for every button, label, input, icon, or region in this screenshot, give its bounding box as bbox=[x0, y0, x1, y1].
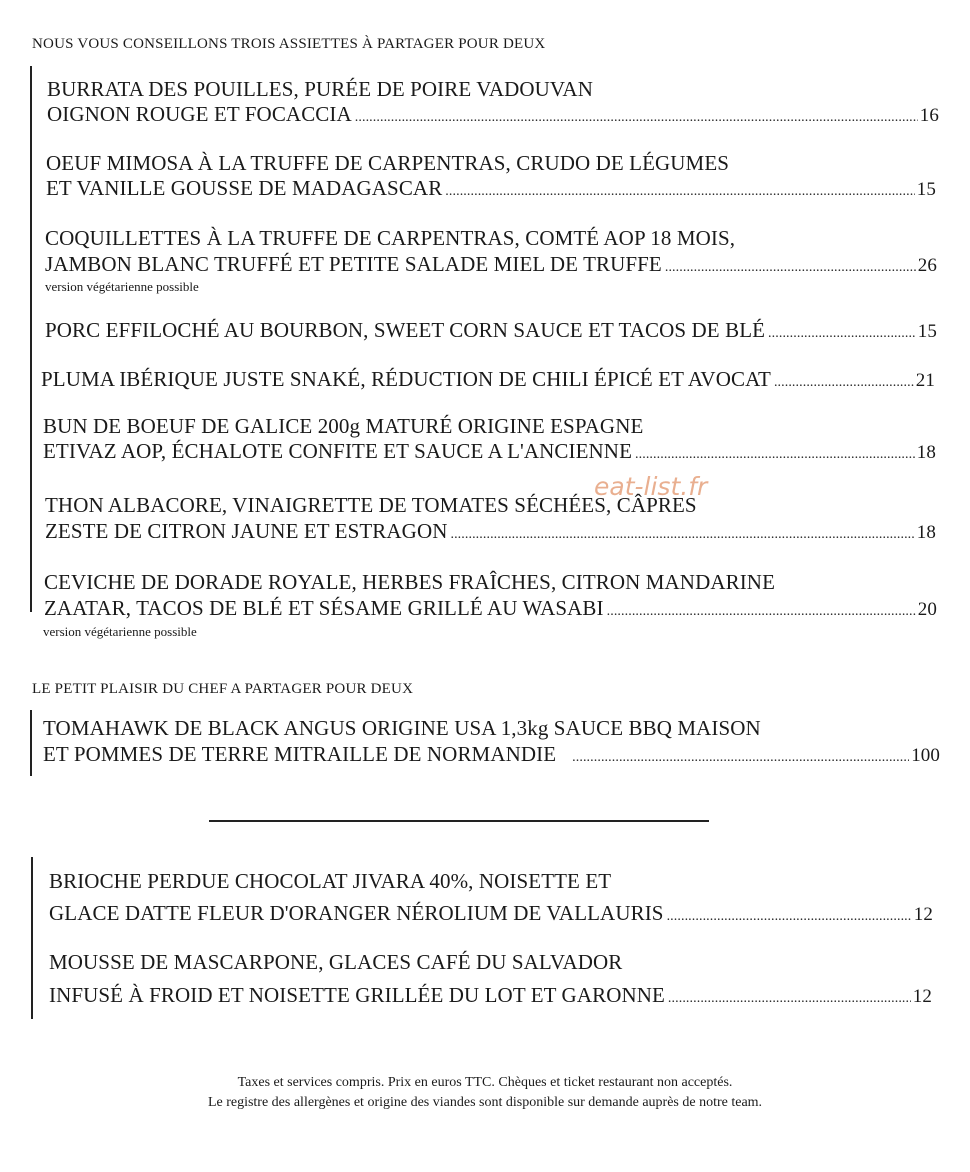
menu-item-price: 18 bbox=[916, 442, 936, 463]
price-leader-dots bbox=[355, 110, 918, 126]
price-leader-dots bbox=[450, 527, 914, 543]
menu-item-line-1: TOMAHAWK DE BLACK ANGUS ORIGINE USA 1,3kg SAUCE BBQ MAISON bbox=[43, 716, 761, 740]
price-leader-dots bbox=[572, 750, 909, 766]
menu-item-line-2 bbox=[47, 102, 939, 127]
chef-section-heading: LE PETIT PLAISIR DU CHEF A PARTAGER POUR DEUX bbox=[32, 681, 414, 697]
chef-side-rule bbox=[30, 710, 32, 776]
desserts-side-rule bbox=[31, 857, 33, 1019]
menu-item-line-2 bbox=[45, 519, 936, 544]
price-leader-dots bbox=[607, 604, 916, 620]
menu-item-text: ZESTE DE CITRON JAUNE ET ESTRAGON bbox=[45, 519, 448, 543]
menu-item-price: 12 bbox=[913, 904, 933, 925]
price-leader-dots bbox=[665, 260, 916, 276]
footer-line-2: Le registre des allergènes et origine des viandes sont disponible sur demande auprès de notre team. bbox=[207, 1095, 763, 1110]
menu-item-text: PORC EFFILOCHÉ AU BOURBON, SWEET CORN SAUCE ET TACOS DE BLÉ bbox=[45, 318, 766, 342]
menu-item-text: GLACE DATTE FLEUR D'ORANGER NÉROLIUM DE VALLAURIS bbox=[49, 901, 664, 925]
price-leader-dots bbox=[668, 991, 911, 1007]
menu-item-text: ETIVAZ AOP, ÉCHALOTE CONFITE ET SAUCE A L'ANCIENNE bbox=[43, 439, 633, 463]
menu-item-price: 16 bbox=[919, 105, 939, 126]
menu-item-text: ET VANILLE GOUSSE DE MADAGASCAR bbox=[46, 176, 443, 200]
watermark-text: eat-list.fr bbox=[594, 472, 708, 501]
vegetarian-note: version végétarienne possible bbox=[43, 624, 197, 639]
menu-item-line-2 bbox=[49, 983, 932, 1008]
menu-item-price: 18 bbox=[916, 522, 936, 543]
price-leader-dots bbox=[768, 326, 916, 342]
menu-item-line-1: BRIOCHE PERDUE CHOCOLAT JIVARA 40%, NOISETTE ET bbox=[49, 869, 612, 893]
menu-item-text: INFUSÉ À FROID ET NOISETTE GRILLÉE DU LOT ET GARONNE bbox=[49, 983, 665, 1007]
menu-item-line-1: COQUILLETTES À LA TRUFFE DE CARPENTRAS, COMTÉ AOP 18 MOIS, bbox=[45, 226, 736, 250]
menu-item-line-2 bbox=[49, 901, 933, 926]
menu-item-line-2 bbox=[43, 439, 936, 464]
menu-item-line-1: BURRATA DES POUILLES, PURÉE DE POIRE VADOUVAN bbox=[47, 77, 593, 101]
menu-item-line-2 bbox=[45, 252, 937, 277]
menu-item-text: ZAATAR, TACOS DE BLÉ ET SÉSAME GRILLÉ AU WASABI bbox=[44, 596, 604, 620]
menu-item-price: 20 bbox=[917, 599, 937, 620]
menu-item-line-1: BUN DE BOEUF DE GALICE 200g MATURÉ ORIGINE ESPAGNE bbox=[43, 414, 644, 438]
menu-item-price: 26 bbox=[917, 255, 937, 276]
menu-item-text: JAMBON BLANC TRUFFÉ ET PETITE SALADE MIEL DE TRUFFE bbox=[45, 252, 662, 276]
starters-section-heading: NOUS VOUS CONSEILLONS TROIS ASSIETTES À PARTAGER POUR DEUX bbox=[32, 36, 546, 52]
price-leader-dots bbox=[774, 375, 914, 391]
price-leader-dots bbox=[445, 184, 915, 200]
menu-item-line-2 bbox=[46, 176, 936, 201]
menu-item-line-2 bbox=[43, 742, 940, 767]
menu-item-price: 21 bbox=[915, 370, 935, 391]
menu-item-line-1 bbox=[41, 367, 935, 392]
menu-item-text: PLUMA IBÉRIQUE JUSTE SNAKÉ, RÉDUCTION DE CHILI ÉPICÉ ET AVOCAT bbox=[41, 367, 771, 391]
menu-item-price: 12 bbox=[912, 986, 932, 1007]
menu-item-price: 15 bbox=[917, 321, 937, 342]
menu-item-line-1 bbox=[45, 318, 937, 343]
menu-item-line-1: MOUSSE DE MASCARPONE, GLACES CAFÉ DU SALVADOR bbox=[49, 950, 623, 974]
footer-line-1: Taxes et services compris. Prix en euros TTC. Chèques et ticket restaurant non acceptés. bbox=[237, 1075, 733, 1090]
menu-item-text: OIGNON ROUGE ET FOCACCIA bbox=[47, 102, 352, 126]
starters-side-rule bbox=[30, 66, 32, 612]
menu-item-line-1: OEUF MIMOSA À LA TRUFFE DE CARPENTRAS, CRUDO DE LÉGUMES bbox=[46, 151, 730, 175]
vegetarian-note: version végétarienne possible bbox=[45, 279, 199, 294]
price-leader-dots bbox=[667, 909, 912, 925]
menu-item-line-2 bbox=[44, 596, 937, 621]
price-leader-dots bbox=[635, 447, 915, 463]
menu-item-price: 15 bbox=[916, 179, 936, 200]
menu-item-text: ET POMMES DE TERRE MITRAILLE DE NORMANDIE bbox=[43, 742, 557, 766]
menu-item-price: 100 bbox=[911, 745, 940, 766]
menu-item-line-1: THON ALBACORE, VINAIGRETTE DE TOMATES SÉCHÉES, CÂPRES bbox=[45, 493, 697, 517]
section-divider bbox=[209, 820, 709, 822]
menu-item-line-1: CEVICHE DE DORADE ROYALE, HERBES FRAÎCHES, CITRON MANDARINE bbox=[44, 570, 775, 594]
